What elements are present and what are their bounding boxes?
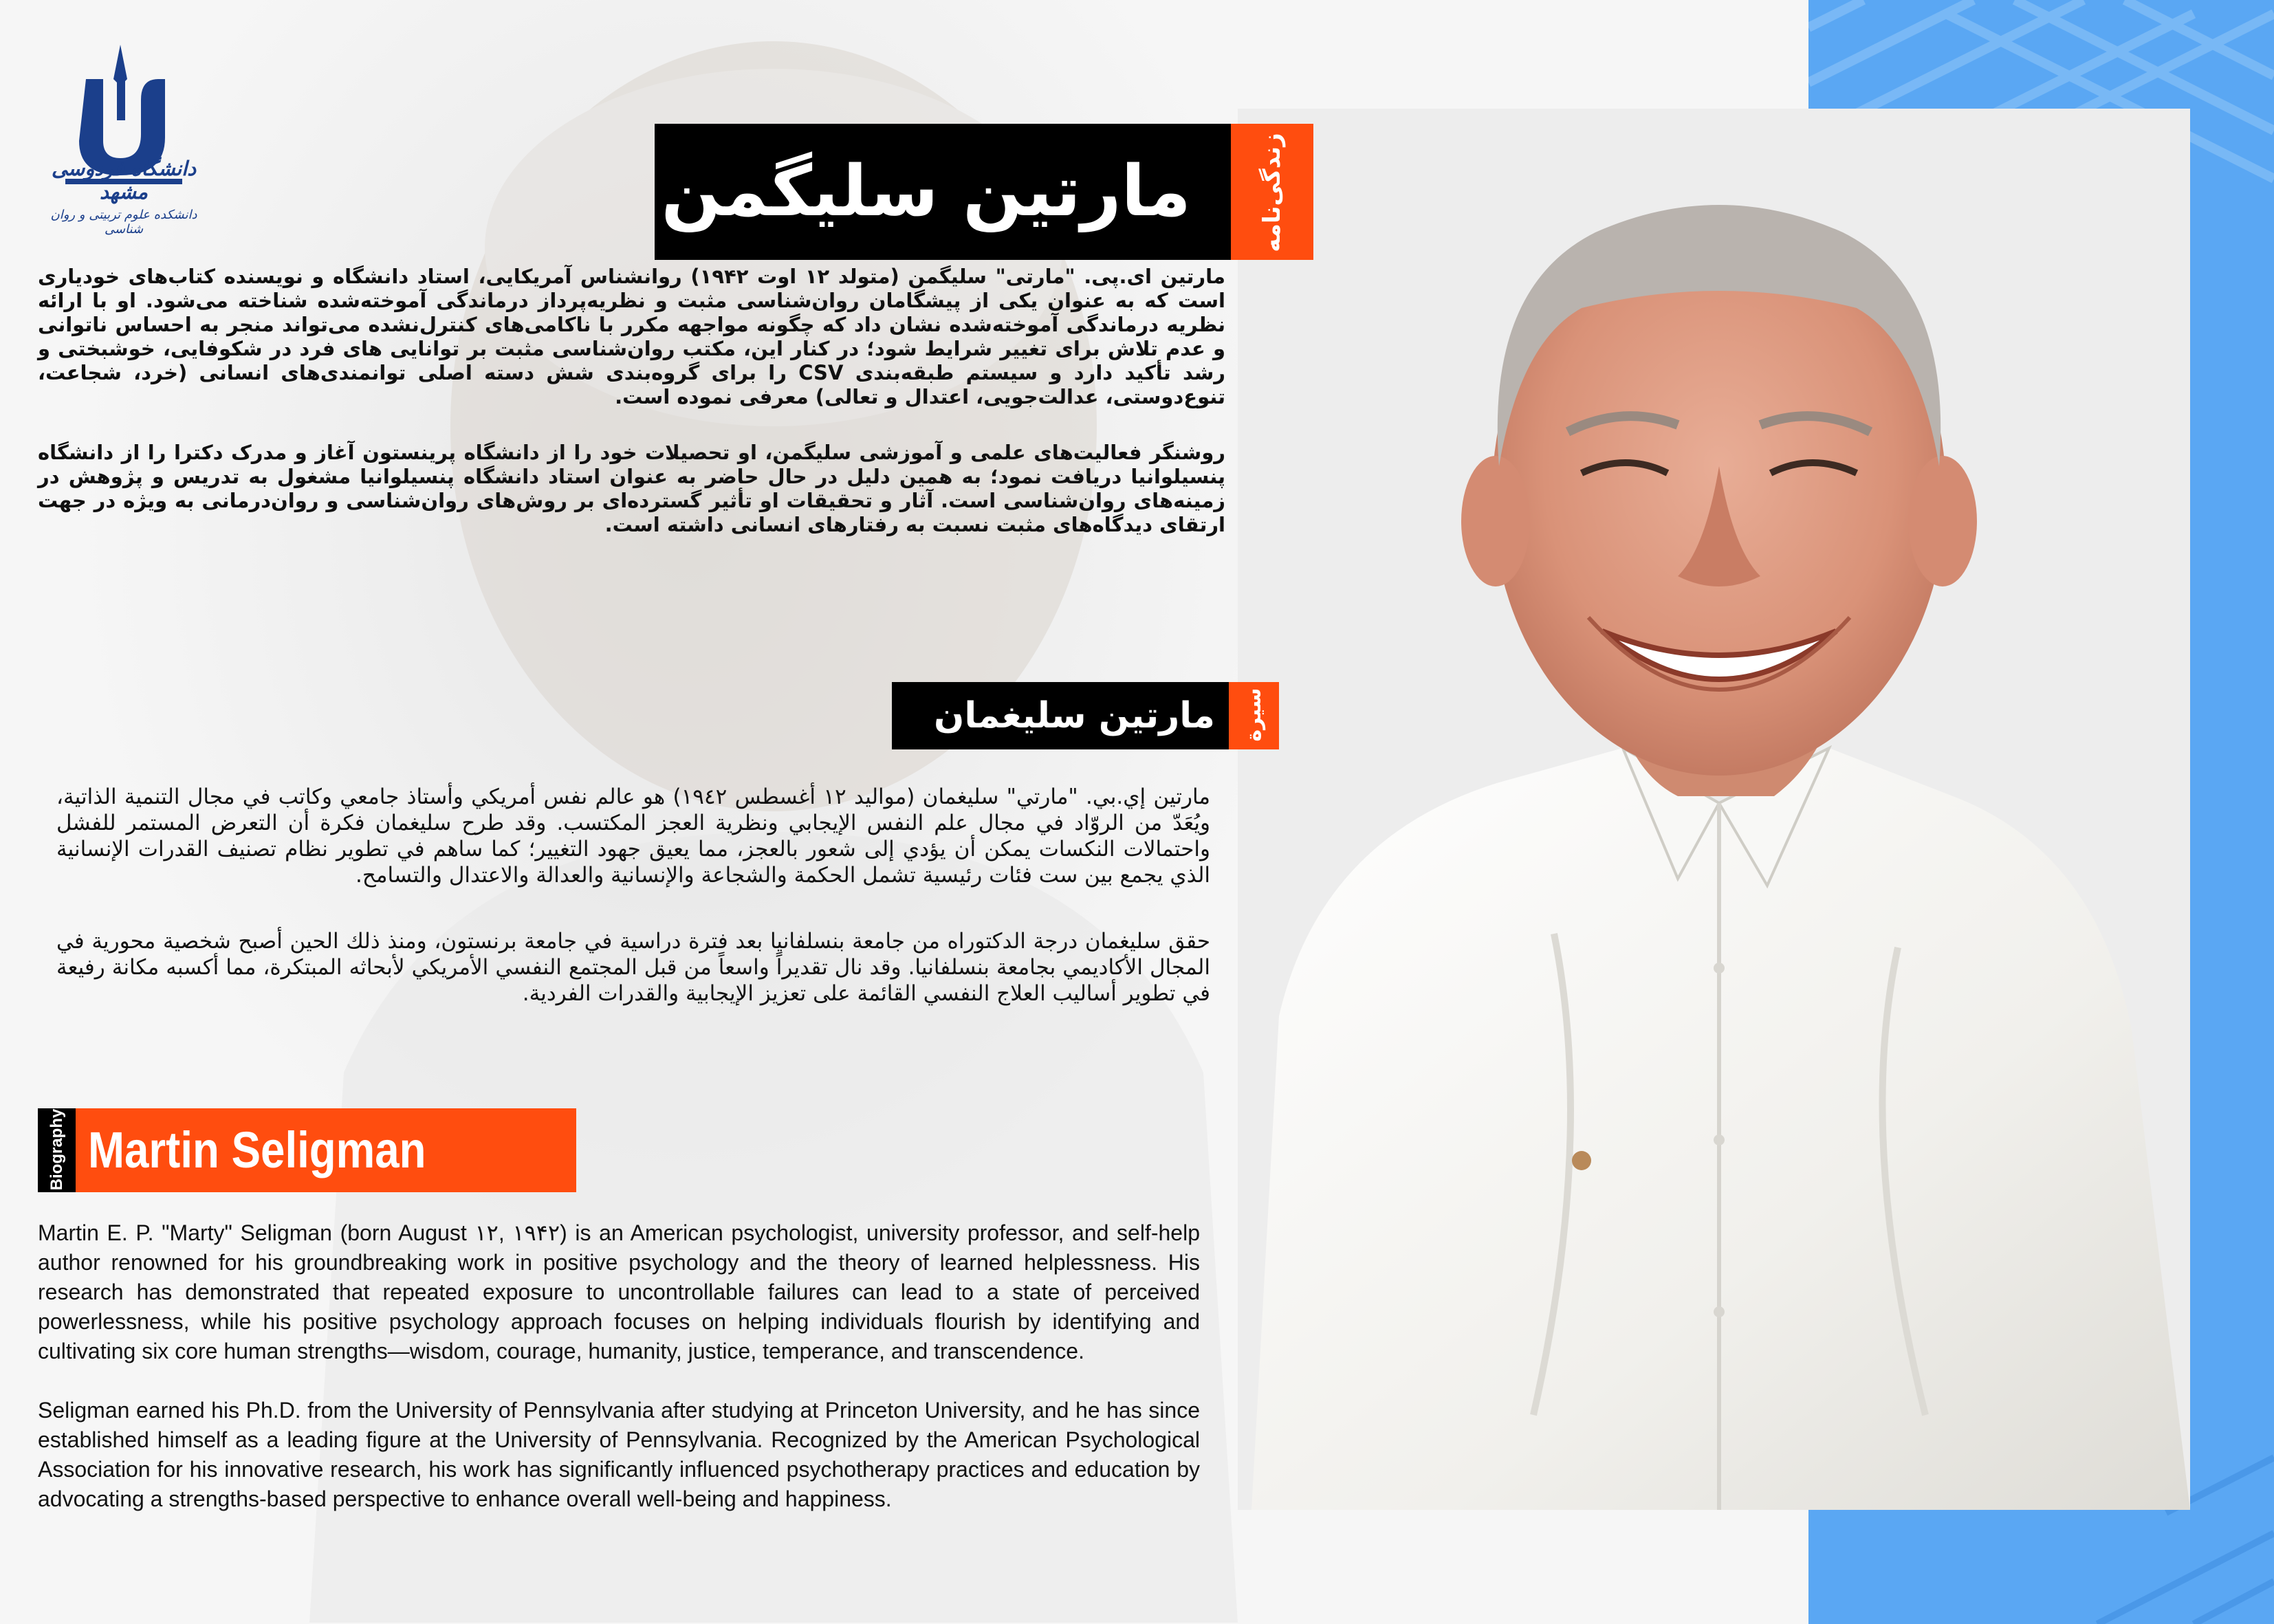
english-section-tag (38, 1108, 76, 1192)
persian-section-tag (1231, 124, 1313, 260)
persian-paragraph-1: مارتین ای.پی. "مارتی" سلیگمن (متولد ۱۲ اوت ۱۹۴۲) روانشناس آمریکایی، استاد دانشگاه و نویسنده کتاب‌های خودیاری است که به عنوان یکی از پیشگامان روان‌شناسی مثبت و نظریه‌پرداز درماندگی آموخته‌شده شناخته می‌شود. او با ارائه نظریه درماندگی آموخته‌شده نشان داد که چگونه مواجهه مکرر با ناکامی‌های کنترل‌نشده می‌تواند منجر به احساس ناتوانی و عدم تلاش برای تغییر شرایط شود؛ در کنار این، مکتب روان‌شناسی مثبت بر توانایی های فرد در شکوفایی، خوشبختی و رشد تأکید دارد و سیستم طبقه‌بندی CSV را برای گروه‌بندی شش دسته اصلی توانمندی‌های انسانی (خرد، شجاعت، تنوع‌دوستی، عدالت‌جویی، اعتدال و تعالی) معرفی نموده است. (38, 265, 1225, 408)
arabic-tag-label: سيرة (1242, 688, 1266, 742)
english-biography (38, 1218, 1200, 1544)
arabic-title: مارتين سليغمان (933, 695, 1215, 736)
portrait-photo (1238, 109, 2190, 1510)
university-name (38, 157, 210, 237)
faculty-name: دانشکده علوم تربیتی و روان شناسی (50, 208, 197, 237)
english-tag-label: Biography (47, 1108, 66, 1191)
university-name-line1: دانشگاه فردوسی مشهد (51, 157, 197, 204)
arabic-section-tag (1229, 682, 1279, 749)
persian-title: مارتین سلیگمن (661, 151, 1191, 232)
persian-tag-label: زندگی‌نامه (1258, 133, 1286, 252)
english-title: Martin Seligman (88, 1121, 426, 1178)
persian-biography (38, 265, 1225, 569)
arabic-paragraph-2: حقق سليغمان درجة الدكتوراه من جامعة بنسلفانيا بعد فترة دراسية في جامعة برنستون، ومنذ ذلك الحين أصبح شخصية محورية في المجال الأكاديمي بجامعة بنسلفانيا. وقد نال تقديراً واسعاً من قبل المجتمع النفسي الأمريكي لأبحاثه المبتكرة، مما أكسبه مكانة رفيعة في تطوير أساليب العلاج النفسي القائمة على تعزيز الإيجابية والقدرات الفردية. (56, 929, 1210, 1006)
arabic-biography (56, 784, 1210, 1046)
person-portrait-icon (1238, 109, 2190, 1510)
english-paragraph-2: Seligman earned his Ph.D. from the University of Pennsylvania after studying at Princeton University, and he has since established himself as a leading figure at the University of Pennsylvania. Recognized by the American Psychological Association for his innovative research, his work has significantly influenced psychotherapy practices and education by advocating a strengths-based perspective to enhance overall well-being and happiness. (38, 1398, 1200, 1511)
persian-paragraph-2: روشنگر فعالیت‌های علمی و آموزشی سلیگمن، او تحصیلات خود را از دانشگاه پرینستون آغاز و مدرک دکترا را از دانشگاه پنسیلوانیا دریافت نمود؛ به همین دلیل در حال حاضر به عنوان استاد دانشگاه پنسیلوانیا مشغول به تدریس و پژوهش در زمینه‌های روان‌شناسی است. آثار و تحقیقات او تأثیر گسترده‌ای بر روش‌های روان‌شناسی و روان‌درمانی به ویژه در جهت ارتقای دیدگاه‌های مثبت نسبت به رفتارهای انسانی داشته است. (38, 441, 1225, 536)
arabic-paragraph-1: مارتين إي.بي. "مارتي" سليغمان (مواليد ١٢ أغسطس ١٩٤٢) هو عالم نفس أمريكي وأستاذ جامعي وكاتب في مجال التنمية الذاتية، ويُعَدّ من الروّاد في مجال علم النفس الإيجابي ونظرية العجز المكتسب. وقد طرح سليغمان فكرة أن التعرض المستمر للفشل واحتمالات النكسات يمكن أن يؤدي إلى شعور بالعجز، مما يعيق جهود التغيير؛ كما ساهم في تطوير نظام تصنيف القدرات الإنسانية الذي يجمع بين ست فئات رئيسية تشمل الحكمة والشجاعة والإنسانية والعدالة والاعتدال والتسامح. (56, 784, 1210, 888)
english-paragraph-1: Martin E. P. "Marty" Seligman (born August ۱۲, ۱۹۴۲) is an American psychologist, university professor, and self-help author renowned for his groundbreaking work in positive psychology and the theory of learned helplessness. His research has demonstrated that repeated exposure to uncontrollable failures can lead to a state of perceived powerlessness, while his positive psychology approach focuses on helping individuals flourish by identifying and cultivating six core human strengths—wisdom, courage, humanity, justice, temperance, and transcendence. (38, 1220, 1200, 1363)
